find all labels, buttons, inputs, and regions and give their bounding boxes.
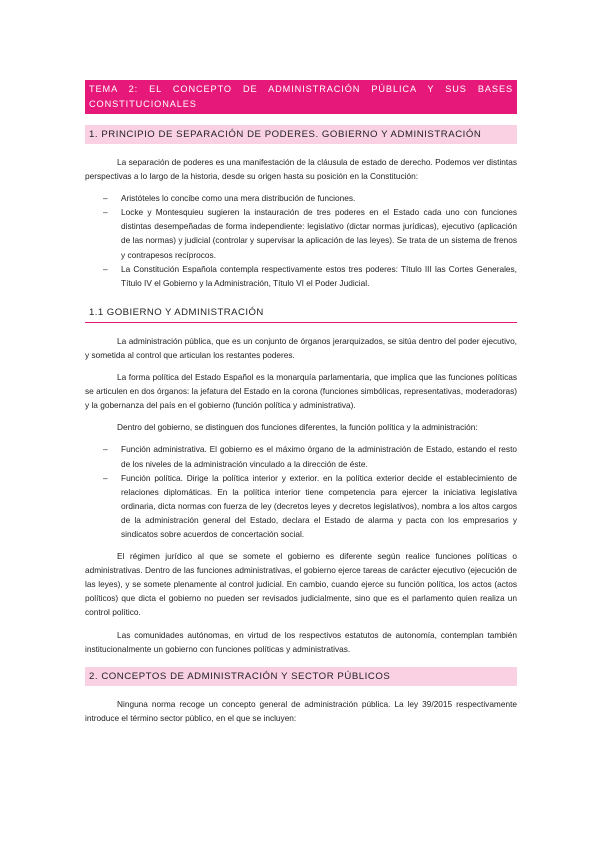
paragraph: El régimen jurídico al que se somete el gobierno es diferente según realice funciones políticas o administrativas. Dentro de las funciones administrativas, el gobierno ejerce tareas de carácter ejecutivo (ejecución de las leyes), y se somete plenamente al control judicial. En cambio, cuando ejerce su función política, los actos (actos políticos) que dicta el gobierno no pueden ser revisados judicialmente, sino que es el parlamento quien realiza un control político. [85, 551, 517, 618]
paragraph: La forma política del Estado Español es la monarquía parlamentaria, que implica que las funciones políticas se articulen en dos órganos: la jefatura del Estado en la corona (funciones simbólicas, representativas, moderadoras) y la gobernanza del país en el gobierno (función política y administrativa). [85, 372, 517, 411]
list-item: – Función política. Dirige la política interior y exterior. en la política exterior decide el establecimiento de relaciones diplomáticas. En la política interior tiene competencia para ejercer la iniciativa legislativa ordinaria, dicta normas con fuerza de ley (decretos leyes y decretos legislativos), nombra a los altos cargos de la administración general del Estado, declara el Estado de alarma y pacta con los empresarios y sindicatos sobre acuerdos de concertación social. [103, 472, 517, 539]
section-1-heading: 1. PRINCIPIO DE SEPARACIÓN DE PODERES. GOBIERNO Y ADMINISTRACIÓN [85, 125, 517, 144]
section-1-1-heading: 1.1 GOBIERNO Y ADMINISTRACIÓN [85, 306, 517, 323]
section-2-heading: 2. CONCEPTOS DE ADMINISTRACIÓN Y SECTOR PÚBLICOS [85, 667, 517, 686]
paragraph: Las comunidades autónomas, en virtud de los respectivos estatutos de autonomía, contemplan también institucionalmente un gobierno con funciones políticas y administrativas. [85, 629, 517, 654]
list-item: – La Constitución Española contempla respectivamente estos tres poderes: Título III las Cortes Generales, Título IV el Gobierno y la Administración, Título VI el Poder Judicial. [103, 263, 517, 288]
paragraph: Ninguna norma recoge un concepto general de administración pública. La ley 39/2015 respectivamente introduce el término sector público, en el que se incluyen: [85, 698, 517, 723]
paragraph: Dentro del gobierno, se distinguen dos funciones diferentes, la función política y la administración: [117, 422, 478, 433]
list-item: – Locke y Montesquieu sugieren la instauración de tres poderes en el Estado cada uno con funciones distintas desempeñadas de forma independiente: legislativo (dictar normas jurídicas), ejecutivo (aplicación de las normas) y judicial (controlar y supervisar la aplicación de las leyes). Se trata de un sistema de frenos y contrapesos recíprocos. [103, 207, 517, 260]
paragraph: La administración pública, que es un conjunto de órganos jerarquizados, se sitúa dentro del poder ejecutivo, y sometida al control que articulan los restantes poderes. [85, 335, 517, 360]
document-page [85, 80, 517, 725]
list-item: – Función administrativa. El gobierno es el máximo órgano de la administración de Estado, estando el resto de los niveles de la administración vinculado a la dirección de éste. [103, 444, 517, 469]
section-1-list [85, 191, 517, 290]
document-title: TEMA 2: EL CONCEPTO DE ADMINISTRACIÓN PÚBLICA Y SUS BASES CONSTITUCIONALES [85, 80, 517, 114]
list-item: – Aristóteles lo concibe como una mera distribución de funciones. [103, 193, 356, 204]
section-1-intro: La separación de poderes es una manifestación de la cláusula de estado de derecho. Podemos ver distintas perspectivas a lo largo de la historia, desde su origen hasta su posición en la Constitución: [85, 157, 517, 182]
section-1-1-list [85, 442, 517, 541]
